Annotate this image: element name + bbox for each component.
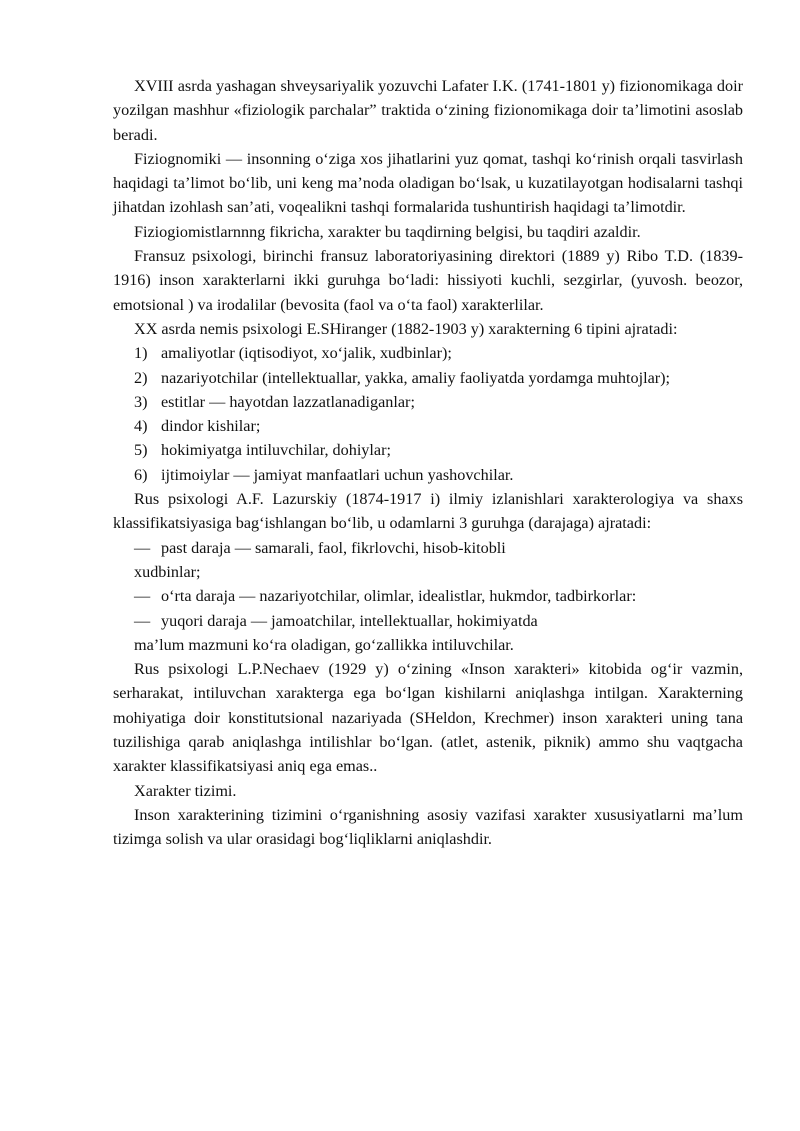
- list-item-number: 2): [134, 368, 148, 387]
- document-page: [113, 74, 743, 852]
- section-heading: Xarakter tizimi.: [134, 781, 237, 800]
- paragraph-fiziognomiki: Fiziognomiki — insonning o‘ziga xos jihatlarini yuz qomat, tashqi ko‘rinish orqali tasvirlash haqidagi ta’limot bo‘lib, uni keng ma’noda oladigan bo‘lsak, u kuzatilayotgan hodisalarni tashqi jihatdan izohlash san’ati, voqealikni tashqi formalarida tushuntirish haqidagi ta’limotdir.: [113, 149, 743, 217]
- list-item: [113, 438, 743, 462]
- paragraph-shiranger: XX asrda nemis psixologi E.SHiranger (1882-1903 y) xarakterning 6 tipini ajratadi:: [134, 319, 678, 338]
- list-item-number: 5): [134, 441, 148, 460]
- level-item-low: [113, 536, 743, 560]
- list-item-number: 4): [134, 417, 148, 436]
- level-text: o‘rta daraja — nazariyotchilar, olimlar, idealistlar, hukmdor, tadbirkorlar:: [161, 587, 637, 606]
- list-item: [113, 341, 743, 365]
- level-item-high: [113, 609, 743, 633]
- dash-marker: —: [134, 587, 151, 606]
- dash-marker: —: [134, 611, 151, 630]
- level-item-middle: [113, 584, 743, 608]
- paragraph-lafater: XVIII asrda yashagan shveysariyalik yozuvchi Lafater I.K. (1741-1801 y) fizionomikaga doir yozilgan mashhur «fiziologik parchalar” traktida o‘zining fizionomikaga doir ta’limotini asoslab beradi.: [113, 77, 743, 144]
- list-item-text: estitlar — hayotdan lazzatlanadiganlar;: [161, 392, 415, 411]
- paragraph-lazurskiy: Rus psixologi A.F. Lazurskiy (1874-1917 i) ilmiy izlanishlari xarakterologiya va shaxs klassifikatsiyasiga bag‘ishlangan bo‘lib, u odamlarni 3 guruhga (darajaga) ajratadi:: [113, 490, 743, 533]
- paragraph-nechaev: Rus psixologi L.P.Nechaev (1929 y) o‘zining «Inson xarakteri» kitobida og‘ir vazmin, serharakat, intiluvchan xarakterga ega bo‘lgan kishilarni aniqlashga intilgan. Xarakterning mohiyatiga doir konstitutsional nazariyada (SHeldon, Krechmer) inson xarakteri uning tana tuzilishiga qarab aniqlashga intilishlar bo‘lgan. (atlet, astenik, piknik) ammo shu vaqtgacha xarakter klassifikatsiyasi aniq ega emas..: [113, 660, 743, 776]
- list-item-text: dindor kishilar;: [161, 417, 261, 436]
- level-text: yuqori daraja — jamoatchilar, intellektuallar, hokimiyatda: [161, 611, 538, 630]
- list-item: [113, 414, 743, 438]
- list-item-text: nazariyotchilar (intellektuallar, yakka, amaliy faoliyatda yordamga muhtojlar);: [161, 368, 671, 387]
- list-item: [113, 366, 743, 390]
- paragraph-ribo: Fransuz psixologi, birinchi fransuz laboratoriyasining direktori (1889 y) Ribo T.D. (1839-1916) inson xarakterlarni ikki guruhga bo‘ladi: hissiyoti kuchli, sezgirlar, (yuvosh. beozor, emotsional ) va irodalilar (bevosita (faol va o‘ta faol) xarakterlilar.: [113, 247, 743, 314]
- list-item: [113, 463, 743, 487]
- list-item-number: 3): [134, 392, 148, 411]
- level-continuation: ma’lum mazmuni ko‘ra oladigan, go‘zallikka intiluvchilar.: [134, 635, 514, 654]
- level-continuation: xudbinlar;: [134, 562, 201, 581]
- paragraph-system: Inson xarakterining tizimini o‘rganishning asosiy vazifasi xarakter xususiyatlarni ma’lum tizimga solish va ular orasidagi bog‘liqliklarni aniqlashdir.: [113, 805, 743, 849]
- list-item-text: ijtimoiylar — jamiyat manfaatlari uchun yashovchilar.: [161, 465, 514, 484]
- dash-marker: —: [134, 538, 151, 557]
- list-item-text: amaliyotlar (iqtisodiyot, xo‘jalik, xudbinlar);: [161, 344, 452, 363]
- list-item-number: 1): [134, 344, 148, 363]
- paragraph-fiziogiomistlar: Fiziogiomistlarnnng fikricha, xarakter bu taqdirning belgisi, bu taqdiri azaldir.: [134, 222, 641, 241]
- list-item-text: hokimiyatga intiluvchilar, dohiylar;: [161, 441, 391, 460]
- types-list: [113, 341, 743, 487]
- levels-list: [113, 536, 743, 657]
- list-item: [113, 390, 743, 414]
- level-text: past daraja — samarali, faol, fikrlovchi, hisob-kitobli: [161, 538, 506, 557]
- list-item-number: 6): [134, 465, 148, 484]
